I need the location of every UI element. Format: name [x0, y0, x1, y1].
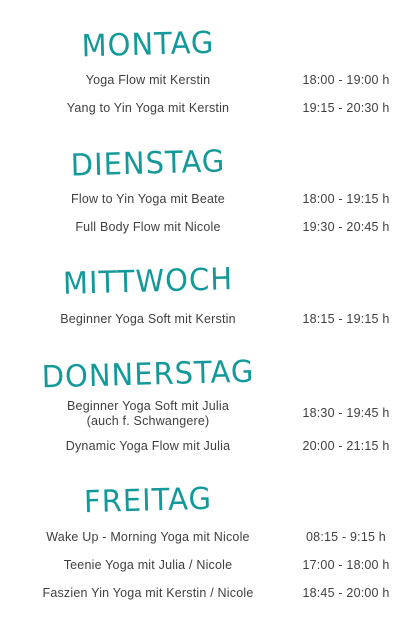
day-title-montag: MONTAG: [81, 24, 215, 64]
class-time: 19:15 - 20:30 h: [302, 101, 390, 115]
day-title-donnerstag: DONNERSTAG: [41, 353, 255, 395]
class-name: Flow to Yin Yoga mit Beate: [71, 192, 225, 206]
class-name: Dynamic Yoga Flow mit Julia: [65, 439, 231, 453]
class-time: 18:45 - 20:00 h: [302, 586, 390, 600]
day-title-mittwoch: MITTWOCH: [62, 260, 234, 302]
class-name: Faszien Yin Yoga mit Kerstin / Nicole: [42, 586, 254, 600]
day-title-freitag: FREITAG: [83, 480, 213, 520]
class-name: Full Body Flow mit Nicole: [75, 220, 221, 234]
class-time: 17:00 - 18:00 h: [302, 558, 390, 572]
class-name: Beginner Yoga Soft mit Kerstin: [60, 312, 236, 326]
class-time: 18:00 - 19:00 h: [302, 73, 390, 87]
class-time: 18:00 - 19:15 h: [302, 192, 390, 206]
class-name: Wake Up - Morning Yoga mit Nicole: [46, 530, 250, 544]
class-time: 18:15 - 19:15 h: [302, 312, 390, 326]
class-name-note: (auch f. Schwangere): [86, 414, 210, 428]
class-time: 19:30 - 20:45 h: [302, 220, 390, 234]
class-time: 18:30 - 19:45 h: [302, 406, 390, 420]
day-title-dienstag: DIENSTAG: [70, 143, 226, 183]
class-name: Beginner Yoga Soft mit Julia: [67, 399, 229, 413]
class-time: 20:00 - 21:15 h: [302, 439, 390, 453]
class-time: 08:15 - 9:15 h: [306, 530, 386, 544]
class-name: Yoga Flow mit Kerstin: [85, 73, 211, 87]
class-name: Yang to Yin Yoga mit Kerstin: [66, 101, 230, 115]
class-name: Teenie Yoga mit Julia / Nicole: [63, 558, 233, 572]
